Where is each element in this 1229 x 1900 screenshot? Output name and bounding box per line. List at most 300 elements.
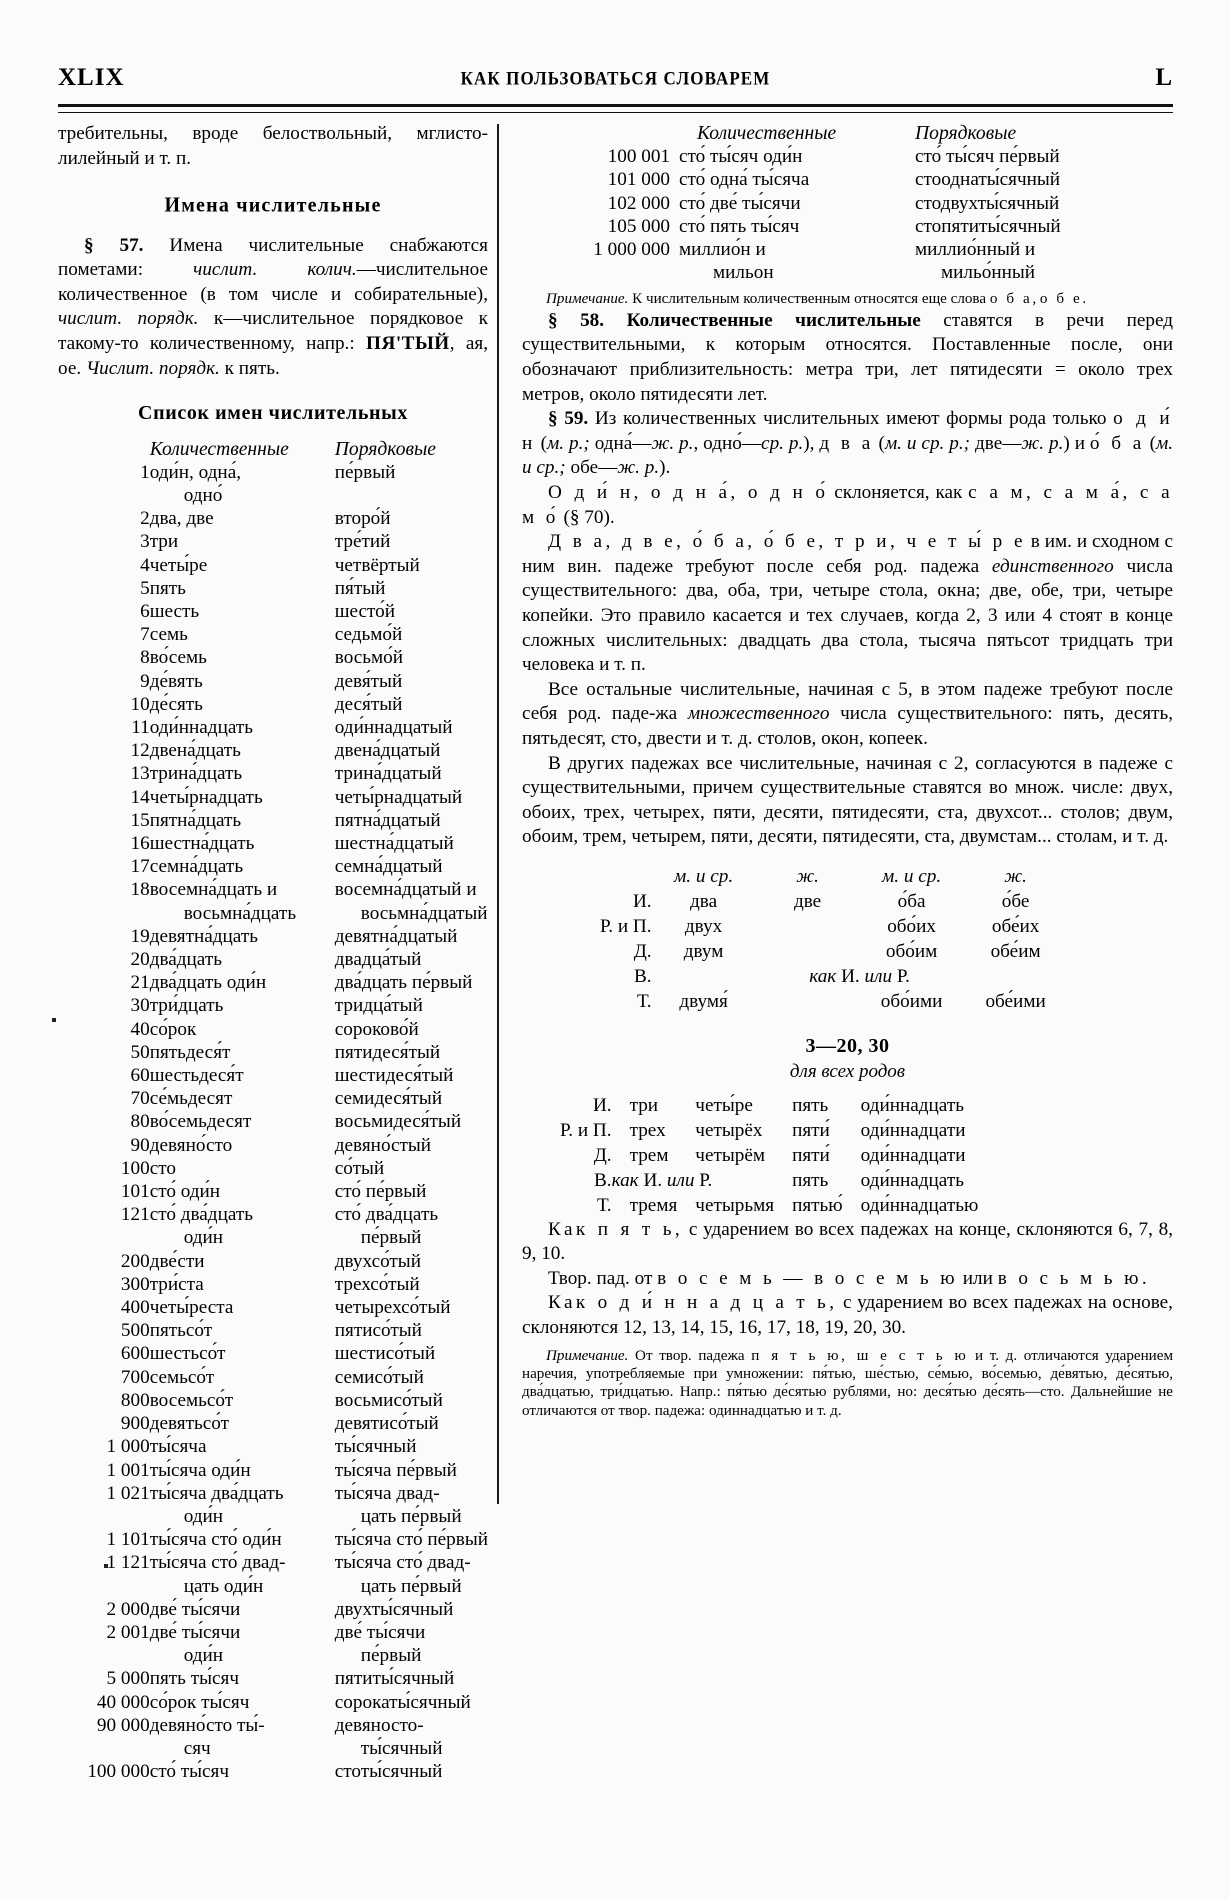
ordinal-word: седьмо́й [334,624,403,646]
cardinal-word: со́рок [149,1018,197,1040]
p57-t2: —числительное количественное (в том числе и собирательные), [58,259,488,305]
kak-italic-3-30: как [611,1169,639,1191]
declension-row [600,989,1068,1014]
ordinal-word: шестидеся́тый [334,1065,454,1087]
declension-form: обо́их [887,915,936,937]
ordinal-word: ты́сяча сто́ пе́рвый [334,1529,488,1551]
folio-left: XLIX [58,64,125,91]
cardinal-word: шестьдеся́т [149,1065,244,1087]
numeral-figure: 1 001 [106,1459,150,1481]
numeral-figure: 100 000 [87,1761,150,1783]
declension-row-3-30 [560,1168,978,1193]
p59-t2: ( [535,432,547,454]
nb-t1: От твор. падежа [628,1347,752,1364]
spacer-cell [58,438,150,461]
numeral-row [58,1528,488,1551]
numeral-row [58,878,488,924]
declension-form-3-30: оди́ннадцатью [860,1194,979,1216]
numeral-figure: 50 [130,1041,150,1063]
p59-i3: ср. р. [761,432,804,454]
p59-i4: м. и ср. р.; [884,432,971,454]
cardinal-word: сто́ ты́сяч [149,1761,229,1783]
cardinal-word: пятьсо́т [149,1320,213,1342]
ordinal-word: пятиты́сячный [334,1668,455,1690]
ili-italic-3-30: или [666,1169,695,1191]
ordinal-word: ты́сяча сто́ двад- цать пе́рвый [335,1551,488,1597]
numeral-row [522,145,1173,168]
ili-italic: или [864,965,893,987]
ordinal-word: второ́й [334,508,391,530]
ordinal-word: сто́ два́дцать пе́рвый [335,1203,488,1249]
header-ordinal: Порядковые [334,438,436,460]
numeral-row [58,1203,488,1249]
cardinal-word-continuation: оди́н [183,1227,224,1249]
header-rule [58,104,1173,113]
p59-i7: ж. р. [617,457,660,479]
numeral-row [58,971,488,994]
p-tvor-t1: Твор. пад. от [548,1267,658,1289]
declension-span-cell [652,964,1068,989]
stray-mark [52,1018,56,1022]
declension-row-3-30 [560,1143,978,1168]
ordinal-word: двухсо́тый [334,1250,421,1272]
p59-t8: ) и [1063,432,1090,454]
ordinal-word: пятна́дцатый [334,809,441,831]
cardinal-word: де́вять [149,670,203,692]
cardinal-word: сто́ пять ты́сяч [679,215,800,237]
numeral-row [58,530,488,553]
paragraph-59 [522,407,1173,481]
declension-form-3-30: оди́ннадцати [860,1144,966,1166]
header-cardinal-right: Количественные [697,123,837,144]
cardinal-word: во́семь [149,647,207,669]
numeral-row [58,1064,488,1087]
declension-form-3-30: три [629,1094,659,1116]
p-dva-forms: Д в а, д в е, о́ б а, о́ б е, т р и, ч е т ы́ р е [548,531,1026,553]
numeral-figure: 90 [130,1134,150,1156]
left-column [58,122,488,1783]
numeral-figure: 12 [130,740,150,762]
p59-odin: о д и́ н [522,408,1174,454]
ordinal-word: стопятиты́сячный [915,215,1061,237]
p57-t1: Имена числительные снабжаются пометами: [58,234,488,281]
ordinal-word: сто́ пе́рвый [334,1181,427,1203]
p-odin-sam: с а м, с а м а́, с а м о́ [522,481,1174,528]
numeral-row [58,832,488,855]
cardinal-word: де́сять [149,693,203,715]
numeral-figure: 1 021 [106,1482,150,1504]
cardinal-word-continuation: оди́н [183,1645,224,1667]
case-label: В. [633,965,652,987]
ordinal-word: сорокаты́сячный [334,1691,471,1713]
p59-t11: ). [659,457,671,479]
ordinal-word: деся́тый [334,693,403,715]
ordinal-word: стодвухты́сячный [915,192,1060,214]
numeral-figure: 101 000 [607,169,670,191]
ordinal-word: четы́рнадцатый [334,786,463,808]
numeral-figure: 900 [120,1413,150,1435]
numeral-row [58,1389,488,1412]
numeral-figure: 700 [120,1366,150,1388]
p-dva-i1: единственного [991,555,1114,577]
declension-table-3-30 [560,1093,978,1218]
declension-form: двумя́ [679,990,728,1012]
cardinal-word-continuation: оди́н [183,1505,224,1527]
numeral-figure: 7 [140,624,150,646]
numeral-row [58,762,488,785]
numeral-figure: 90 000 [96,1714,150,1736]
cardinal-word: во́семьдесят [149,1111,252,1133]
note-obe: о б е [1039,291,1083,308]
p-odin-t2: (§ 70). [558,506,615,528]
numeral-figure: 1 101 [106,1529,150,1551]
numeral-figure: 20 [130,949,150,971]
continued-paragraph: требительны, вроде белоствольный, мглисто-лилейный и т. п. [58,123,488,169]
ili-plain-3-30: Р. [694,1169,713,1191]
case-label-3-30: И. [592,1094,612,1116]
numeral-figure: 21 [130,972,150,994]
numeral-figure: 40 [130,1018,150,1040]
header-cardinal: Количественные [149,438,289,460]
table-subtitle-3-30: для всех родов [789,1061,906,1083]
case-label: Д. [633,940,652,962]
numeral-row [58,1366,488,1389]
numeral-figure: 4 [140,554,150,576]
note-t2: , [1032,291,1040,308]
paragraph-odinnadcat [522,1291,1173,1340]
column-divider [497,124,499,1504]
ordinal-word-continuation: цать пе́рвый [360,1575,462,1597]
cardinal-word: пять [149,577,186,599]
ordinal-word: семисо́тый [334,1366,424,1388]
p57-i3: Числит. порядк. [85,357,220,379]
p59-t6: ( [873,432,885,454]
numeral-row [58,1087,488,1110]
cardinal-word: ты́сяча оди́н [149,1459,251,1481]
ordinal-word: семна́дцатый [334,856,443,878]
cardinal-word: шестьсо́т [149,1343,226,1365]
numeral-figure: 16 [130,833,150,855]
ordinal-word: восьмо́й [334,647,404,669]
ordinal-word-continuation: ты́сячный [360,1737,443,1759]
kak-italic: как [809,965,837,987]
declension-row [600,889,1068,914]
numeral-table-header-row [58,438,488,461]
p59-t3: одна́— [589,432,652,454]
numeral-figure: 13 [130,763,150,785]
cardinal-word: сто́ два́дцать оди́н [150,1203,335,1249]
numeral-row [58,1551,488,1597]
cardinal-word: девятна́дцать [149,925,258,947]
declension-form [756,939,860,964]
declension-row-3-30 [560,1118,978,1143]
case-label-3-30: Р. и П. [560,1119,612,1141]
numeral-figure: 6 [140,600,150,622]
p59-t10: обе— [565,457,618,479]
ordinal-word: пя́тый [334,577,386,599]
p57-t4: , ая, ое. [58,332,488,379]
ordinal-word: четвёртый [334,554,420,576]
declension-span-cell-3-30 [612,1168,774,1193]
paragraph-pjat [522,1218,1173,1267]
right-column [522,122,1173,1420]
numeral-row [58,507,488,530]
ordinal-word: восьмидеся́тый [334,1111,462,1133]
ordinal-word: шесто́й [334,600,396,622]
numeral-figure: 17 [130,856,150,878]
p59-i5: ж. р. [1021,432,1064,454]
numeral-row [58,1342,488,1365]
ordinal-word: две́ ты́сячи пе́рвый [335,1621,488,1667]
cardinal-word: ты́сяча два́дцать оди́н [150,1482,335,1528]
numeral-row [522,215,1173,238]
declension-row-3-30 [560,1093,978,1118]
cardinal-word: шесть [149,600,200,622]
numeral-figure: 18 [130,879,150,901]
p59-t1: Из количественных числительных имеют формы рода только [588,408,1114,430]
ordinal-word: четырехсо́тый [334,1297,451,1319]
cardinal-word: се́мьдесят [149,1088,233,1110]
cardinal-word: четы́реста [149,1297,234,1319]
numeral-row [58,461,488,507]
declension-form-3-30: пяти́ [792,1144,830,1166]
p-pjat-t1: с ударением во всех падежах на конце, склоняются 6, 7, 8, 9, 10. [522,1218,1173,1265]
nb-t3: пя́тью, ше́стью, се́мью, во́семью, де́вятью, де́сятью, два́дцатью, три́дцатью. Напр.: [522,1366,1173,1401]
ordinal-word: ты́сячный [334,1436,417,1458]
p59-t9: ( [1144,432,1156,454]
cardinal-word-continuation: цать оди́н [183,1575,264,1597]
p59-t5: ), [803,432,820,454]
cardinal-word: сто́ одна́ ты́сяча [679,169,810,191]
cardinal-word: две́ ты́сячи оди́н [150,1621,335,1667]
numeral-row [58,1157,488,1180]
p-vse-t1: Все остальные числительные, начиная с 5, в этом падеже требуют после себя род. паде-жа [522,678,1173,725]
numeral-row [58,809,488,832]
declension-form: обо́ими [880,990,943,1012]
cardinal-word: две́ ты́сячи [149,1598,241,1620]
ordinal-word-continuation: мильо́нный [941,262,1036,284]
cardinal-word: девяно́сто [149,1134,233,1156]
ordinal-word: стоты́сячный [334,1761,443,1783]
p-tvor-t3: . [1141,1267,1147,1289]
numeral-figure: 1 000 000 [593,239,670,261]
gender-header: м. и ср. [674,865,734,887]
cardinal-word: сто [149,1157,176,1179]
cardinal-word: девяно́сто ты́- сяч [150,1714,335,1760]
ordinal-word: восьмисо́тый [334,1389,443,1411]
ordinal-word: тридца́тый [334,995,423,1017]
p-odin-forms: О д и́ н, о д н а́, о д н о́ [548,481,829,503]
declension-row-3-30 [560,1193,978,1218]
numeral-figure: 101 [120,1181,150,1203]
cardinal-word: семь [149,624,188,646]
declension-form: двум [683,940,724,962]
case-col-spacer [600,864,652,889]
declension-form-3-30: пяти́ [792,1119,830,1141]
numeral-row [522,168,1173,191]
paragraph-drugih: В других падежах все числительные, начиная с 2, согласуются в падеже с существительными, причем существительные ставятся во множ. числе: двух, обоих, трех, четырех, пяти, десяти, пятидесяти, ста, двухсот... столов; двум, обоим, трем, четырем, пяти, десяти, пятидесяти, ста, двумстам... столам, и т. д. [522,752,1173,848]
ordinal-word: тре́тий [334,531,391,553]
cardinal-word: со́рок ты́сяч [149,1691,250,1713]
p-od11-lead: Как о д и́ н н а д ц а т ь, [548,1292,838,1314]
declension-form: две [793,890,822,912]
gender-header: ж. [796,865,819,887]
numeral-figure: 40 000 [96,1691,150,1713]
cardinal-word-continuation: восьмна́дцать [183,902,297,924]
cardinal-word: пятьдеся́т [149,1041,231,1063]
numeral-figure: 500 [120,1320,150,1342]
ordinal-word: восемна́дцатый и восьмна́дцатый [334,879,488,924]
numeral-figure: 80 [130,1111,150,1133]
case-label: Р. и П. [600,915,652,937]
numeral-row [58,1412,488,1435]
ordinal-word-continuation: пе́рвый [360,1645,422,1667]
ordinal-word: два́дцать пе́рвый [334,972,473,994]
nb-s1: п я т ь ю, ш е с т ь ю [751,1347,969,1364]
paragraph-57-marker: § 57. [84,234,144,256]
declension-header-row [600,864,1068,889]
paragraph-tvor [522,1267,1173,1292]
note-label: Примечание. [546,291,629,308]
p57-t3: к—числительное порядковое к такому-то количественному, напр.: [58,308,488,354]
declension-form [756,914,860,939]
numeral-row [58,1482,488,1528]
ordinal-word: двена́дцатый [334,740,441,762]
cardinal-word: три́дцать [149,995,224,1017]
numeral-row [58,623,488,646]
cardinal-word: три [149,531,179,553]
p57-i1: числит. колич. [193,259,357,281]
table-title-3-30: 3—20, 30 [805,1034,890,1057]
numeral-row [58,1110,488,1133]
numeral-row [58,577,488,600]
numeral-figure: 11 [131,717,150,738]
p-odin-t1: склоняется, как [828,481,969,503]
ordinal-word: со́тый [334,1157,385,1179]
numeral-figure: 9 [140,670,150,692]
note-t1: К числительным количественным относятся еще слова [628,291,990,308]
declension-row [600,939,1068,964]
numeral-row [58,1691,488,1714]
numeral-figure: 5 000 [106,1668,150,1690]
cardinal-word: шестна́дцать [149,833,255,855]
declension-form-3-30: четырьмя [695,1194,775,1216]
declension-form: обе́ими [985,990,1046,1012]
case-label-3-30: В. [593,1169,612,1191]
declension-form: обе́их [991,915,1040,937]
ordinal-word: двухты́сячный [334,1598,454,1620]
p58-lead: Количественные числительные [604,309,921,331]
ordinal-word: сто́ ты́сяч пе́рвый [915,146,1060,168]
numeral-row [58,670,488,693]
numeral-row [58,1435,488,1458]
p-dva-t1: в им. и сходном с ним вин. падеже требуют после себя род. падежа [522,531,1173,577]
p-dva-t2: числа существительного: два, оба, три, четыре стола, окна; две, обе, три, четыре копейки. Это правило касается и тех случаев, когда 2, 3 или 4 стоят в конце сложных числительных: двадцать два стола, тысяча пятьсот тридцать три человека и т. п. [522,555,1173,676]
numeral-row [58,554,488,577]
numeral-row [58,1714,488,1760]
numeral-row [58,1273,488,1296]
cardinal-word: пять ты́сяч [149,1668,239,1690]
ordinal-word-continuation: восьмна́дцатый [360,902,488,924]
numeral-row [58,1134,488,1157]
numeral-row [58,925,488,948]
declension-form-3-30: пять [792,1169,829,1191]
paragraph-odin [522,481,1173,530]
ordinal-word: девя́тый [334,670,403,692]
p-tvor-s2: в о с ь м ь ю [997,1267,1142,1289]
cardinal-word: семьсо́т [149,1366,215,1388]
numeral-figure: 300 [120,1273,150,1295]
numeral-figure: 121 [120,1204,150,1226]
kak-plain: И. [836,965,865,987]
note-cardinal [522,290,1173,308]
section-heading-numerals: Имена числительные [164,193,382,217]
ordinal-word-continuation: цать пе́рвый [360,1505,462,1527]
numeral-figure: 14 [130,786,150,808]
numeral-figure: 1 121 [106,1552,150,1574]
numeral-figure: 15 [130,809,150,831]
cardinal-word: два, две [149,508,214,530]
ordinal-word: шестна́дцатый [334,833,454,855]
cardinal-word: восемьсо́т [149,1389,234,1411]
ordinal-word: двадца́тый [334,949,422,971]
cardinal-word-continuation: сяч [183,1737,211,1759]
ordinal-word: семидеся́тый [334,1088,443,1110]
numeral-row [58,786,488,809]
declension-form: два [690,890,718,912]
numeral-table-header-row-right [522,122,1173,145]
cardinal-word: сто́ ты́сяч оди́н [679,146,803,168]
ordinal-word: оди́ннадцатый [334,717,453,738]
cardinal-word: оди́ннадцать [149,717,253,738]
p59-t4: , одно́— [693,432,762,454]
cardinal-word: оди́н, одна́, одно́ [150,461,335,507]
declension-form: обе́им [990,940,1041,962]
numeral-figure: 30 [130,995,150,1017]
note-oba: о б а [989,291,1033,308]
p-pjat-lead: Как п я т ь, [548,1218,684,1240]
p-vse-t2: числа существительного: пять, десять, пятьдесят, сто, двести и т. д. столов, окон, копеек. [522,703,1173,749]
numeral-row [58,600,488,623]
declension-form: о́бе [1001,890,1030,912]
ordinal-word: ты́сяча пе́рвый [334,1459,457,1481]
declension-form-3-30: четырём [695,1144,765,1166]
folio-right: L [1155,64,1173,91]
note-t3: . [1082,291,1087,308]
cardinal-word: двена́дцать [149,740,241,762]
declension-form-3-30: пять [792,1094,829,1116]
paragraph-57 [58,234,488,382]
numeral-row [58,693,488,716]
p59-i2: ж. р. [651,432,694,454]
numeral-figure: 102 000 [607,192,670,214]
numeral-table-left [58,438,488,1784]
numeral-row [58,1319,488,1342]
list-heading: Список имен числительных [138,402,408,425]
numeral-figure: 100 [120,1157,150,1179]
paragraph-58 [522,309,1173,407]
cardinal-word: семна́дцать [149,856,244,878]
p-tvor-s1: в о с е м ь — в о с е м ь ю [657,1267,958,1289]
numeral-row [58,1296,488,1319]
numeral-row [58,739,488,762]
declension-form: обо́им [885,940,938,962]
paragraph-59-marker: § 59. [548,408,589,430]
cardinal-word: пятна́дцать [149,809,242,831]
cardinal-word: девятьсо́т [149,1413,229,1435]
case-label: Т. [636,990,652,1012]
cardinal-word: два́дцать [149,949,222,971]
